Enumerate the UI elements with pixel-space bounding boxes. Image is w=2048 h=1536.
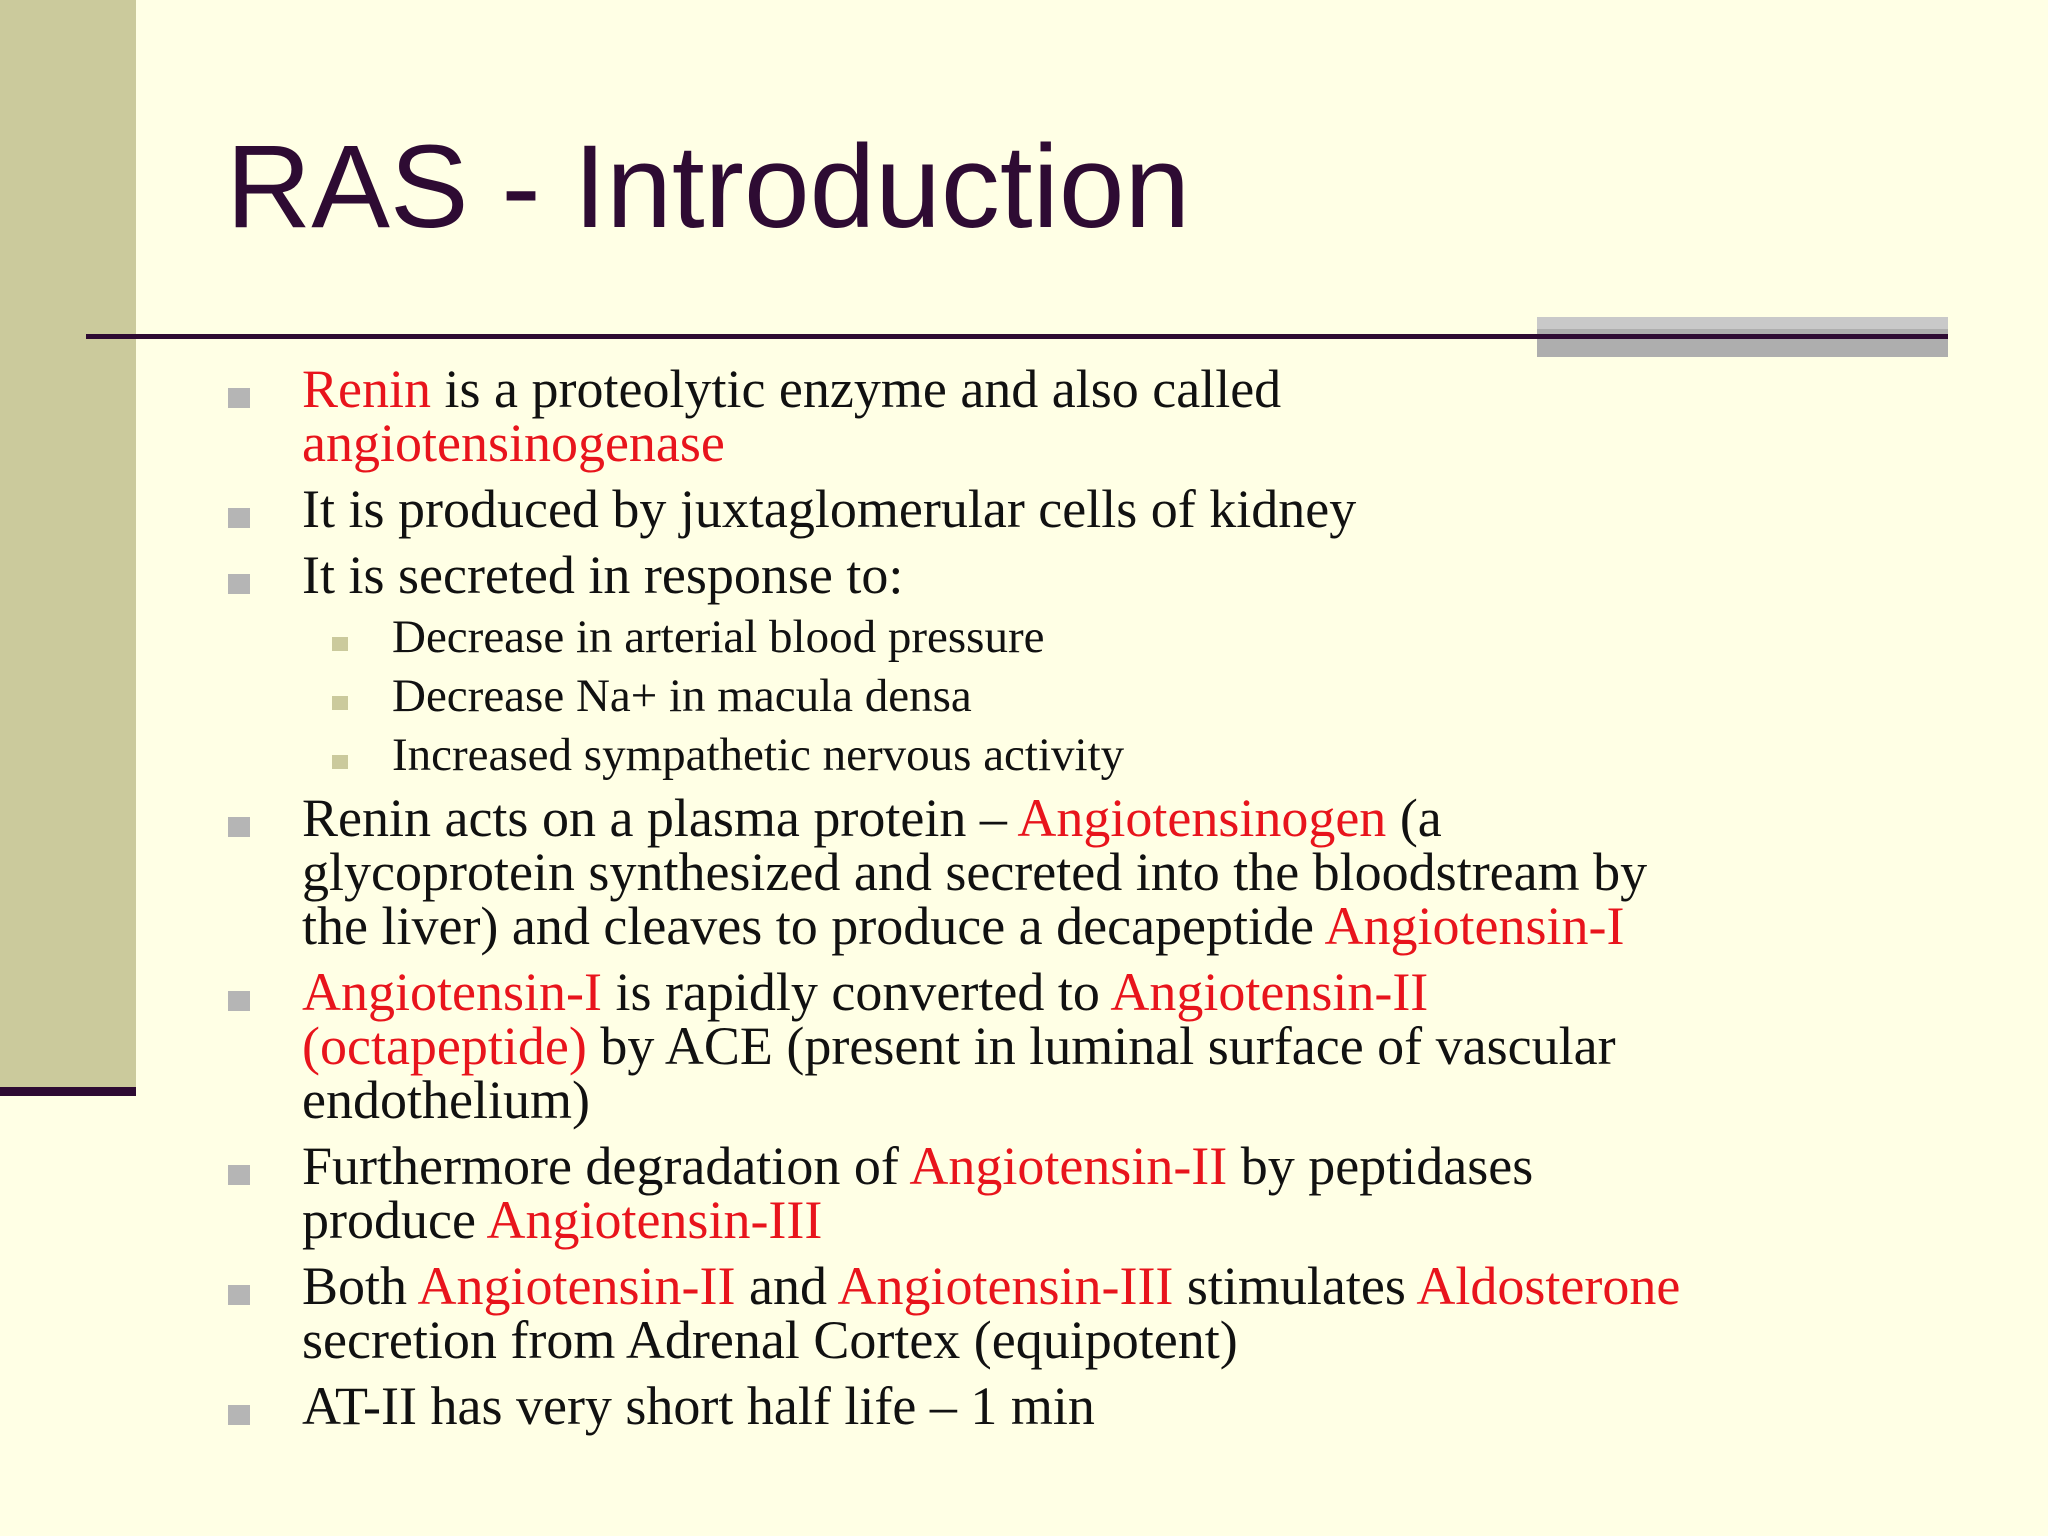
term-aldosterone: Aldosterone [1416, 1256, 1681, 1316]
bullet-ace-conversion [226, 962, 1946, 1130]
sub-bullet: Decrease in arterial blood pressure [226, 612, 1946, 662]
bullet-renin-action [226, 788, 1946, 956]
bullet-degradation [226, 1136, 1946, 1250]
left-accent-underline [0, 1087, 136, 1096]
bullet-renin-secretion: It is secreted in response to: [226, 548, 1946, 602]
term-angiotensinogenase: angiotensinogenase [302, 413, 725, 473]
bullet-text: the liver) and cleaves to produce a decapeptide [302, 896, 1325, 956]
bullet-text: Furthermore degradation of [302, 1136, 910, 1196]
bullet-list [226, 359, 1946, 1445]
left-accent-bar [0, 0, 136, 1087]
bullet-text: produce [302, 1190, 487, 1250]
bullet-text: is rapidly converted to [601, 962, 1111, 1022]
term-angiotensin-i: Angiotensin-I [1324, 896, 1625, 956]
bullet-text: by ACE (present in luminal surface of vascular [586, 1016, 1616, 1076]
slide-title: RAS - Introduction [226, 121, 1191, 253]
term-angiotensin-ii: Angiotensin-II [909, 1136, 1228, 1196]
term-angiotensinogen: Angiotensinogen [1017, 788, 1387, 848]
title-divider-accent [1537, 317, 1948, 357]
bullet-text: by peptidases [1227, 1136, 1534, 1196]
bullet-text: is a proteolytic enzyme and also called [431, 359, 1282, 419]
bullet-text: secretion from Adrenal Cortex (equipotent) [302, 1310, 1238, 1370]
bullet-text: (a [1386, 788, 1442, 848]
bullet-text: Both [302, 1256, 418, 1316]
bullet-text: glycoprotein synthesized and secreted into the bloodstream by [302, 842, 1648, 902]
bullet-text: Renin acts on a plasma protein – [302, 788, 1018, 848]
bullet-half-life: AT-II has very short half life – 1 min [226, 1379, 1946, 1433]
term-angiotensin-iii: Angiotensin-III [837, 1256, 1174, 1316]
sub-bullet: Increased sympathetic nervous activity [226, 730, 1946, 780]
sub-bullet: Decrease Na+ in macula densa [226, 671, 1946, 721]
term-angiotensin-i: Angiotensin-I [302, 962, 602, 1022]
bullet-text: stimulates [1173, 1256, 1417, 1316]
term-angiotensin-ii: Angiotensin-II [417, 1256, 736, 1316]
bullet-renin-source: It is produced by juxtaglomerular cells of kidney [226, 482, 1946, 536]
term-renin: Renin [302, 359, 431, 419]
bullet-text: endothelium) [302, 1070, 590, 1130]
bullet-renin-definition [226, 359, 1946, 473]
term-angiotensin-iii: Angiotensin-III [486, 1190, 823, 1250]
bullet-aldosterone [226, 1256, 1946, 1370]
term-angiotensin-ii: Angiotensin-II [1110, 962, 1429, 1022]
bullet-text: and [735, 1256, 838, 1316]
term-octapeptide: (octapeptide) [302, 1016, 587, 1076]
